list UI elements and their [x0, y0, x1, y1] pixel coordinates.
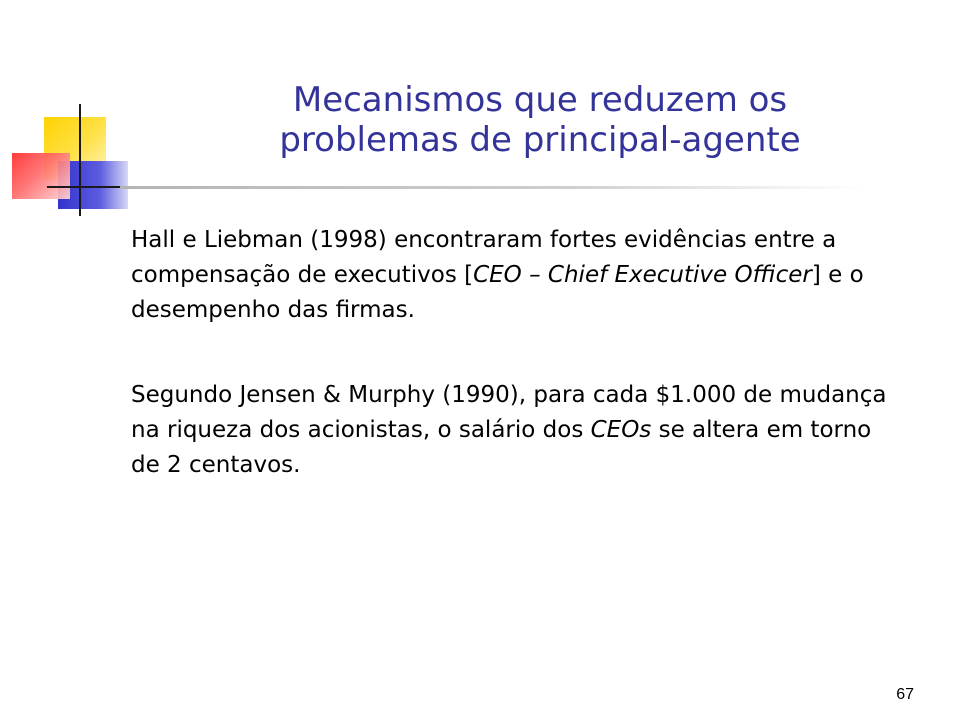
- paragraph-1-italic-term: CEO – Chief Executive Officer: [473, 262, 812, 288]
- title-underline-divider: [120, 186, 866, 189]
- slide-title: [220, 80, 860, 160]
- paragraph-2-italic-term: CEOs: [590, 417, 652, 443]
- slide-title-line-1: Mecanismos que reduzem os: [292, 80, 788, 120]
- logo-red-square: [12, 153, 70, 199]
- paragraph-hall-liebman: [131, 223, 901, 328]
- slide-title-line-2: problemas de principal-agente: [279, 120, 801, 160]
- paragraph-jensen-murphy: [131, 378, 901, 483]
- decorative-squares-logo-icon: [0, 90, 140, 230]
- paragraph-2-text-2: se altera em torno de 2 centavos.: [131, 417, 872, 478]
- slide-body: [131, 223, 901, 483]
- paragraph-1-text-2: ] e o desempenho das firmas.: [131, 262, 864, 323]
- page-number: 67: [896, 686, 914, 703]
- paragraph-2-text-1: Segundo Jensen & Murphy (1990), para cada $1.000 de mudança na riqueza dos acionistas, o salário dos: [131, 382, 887, 443]
- logo-vertical-line: [79, 104, 81, 216]
- paragraph-1-text-1: Hall e Liebman (1998) encontraram fortes evidências entre a compensação de executivos [: [131, 227, 837, 288]
